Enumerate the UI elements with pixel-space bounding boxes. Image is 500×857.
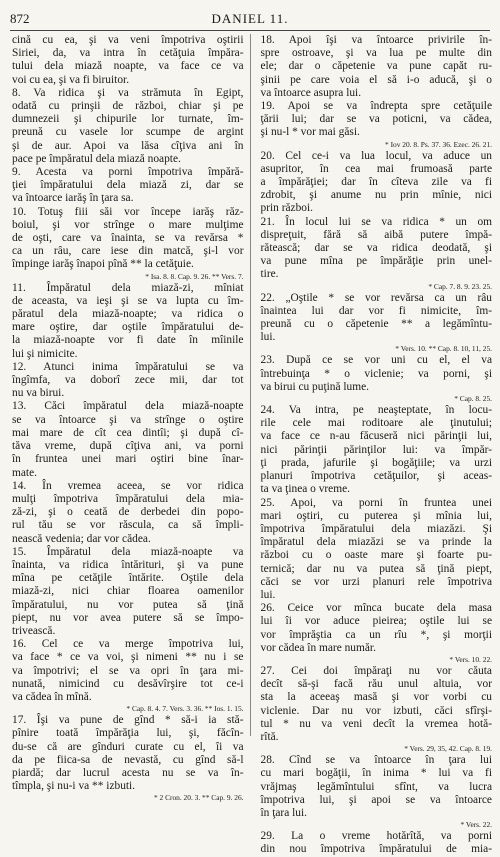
verse-text-line: 8. Va ridica şi va strămuta în Egipt, — [12, 86, 244, 99]
verse-text-line: rîtă. — [260, 730, 279, 743]
left-column — [12, 34, 251, 803]
verse-text-line: 10. Totuş fiii săi vor începe iarăş răz- — [12, 205, 244, 218]
verse-text-line: împotriva lui, şi apoi se va întoarce — [260, 793, 492, 806]
verse-text-line: 9. Acesta va porni împotriva împără- — [12, 166, 244, 179]
verse-text-line: rile cele mai roditoare ale ţinutului; — [260, 417, 492, 430]
verse-text-line: 20. Cel ce-i va lua locul, va aduce un — [260, 149, 492, 162]
verse-text-line: 18. Apoi îşi va întoarce privirile în- — [260, 34, 492, 46]
verse-text-line: va întoarce iarăş în ţara sa. — [12, 192, 134, 205]
verse-text-line: la miază-noapte vor fi date în mîinile — [12, 334, 244, 347]
verse-text-line: ţi prada, jafurile şi bogăţiile; va urzi — [260, 456, 492, 469]
verse-text-line: înainta, va ridica întărituri, şi va pune — [12, 558, 244, 571]
cross-reference: * Vers. 10. ** Cap. 8. 10, 11, 25. — [395, 344, 492, 354]
verse-text-line: dispreţuit, fără să aibă putere împă- — [260, 228, 492, 241]
verse-text-line: căci se vor urzi planuri rele împotriva — [260, 575, 492, 588]
verse-text-line: ele; dar o căpetenie va pune capăt ru- — [260, 60, 492, 73]
running-title: DANIEL 11. — [211, 11, 289, 26]
cross-reference: * Cap. 8. 4. 7. Vers. 3. 36. ** Ios. 1. 15. — [126, 704, 244, 714]
verse-text-line: tului dela miază noapte, va face ce va — [12, 60, 244, 73]
verse-text-line: pînire toată împărăţia lui, şi, făcîn- — [12, 727, 244, 740]
verse-text-line: tire. — [260, 268, 279, 281]
verse-text-line: mate. — [12, 466, 37, 479]
cross-reference: * Cap. 8. 25. — [454, 394, 492, 404]
verse-text-line: preună cu o căpetenie ** a legămîntu- — [260, 318, 492, 331]
verse-text-line: dumnezeii şi chipurile lor turnate, îm- — [12, 113, 244, 126]
verse-text-line: va împotrivi; el se va opri în ţara mi- — [12, 664, 244, 677]
verse-text-line: înaintea lui dar vor fi nimicite, îm- — [260, 304, 492, 317]
cross-reference: * Isa. 8. 8. Cap. 9. 26. ** Vers. 7. — [145, 271, 244, 281]
verse-text-line: tîmpla, şi nu-i va ** izbuti. — [12, 780, 136, 793]
verse-text-line: vor împrăştia ca un rîu *, şi morţii — [260, 628, 492, 641]
verse-text-line: odată cu prinşii de război, chiar şi pe — [12, 100, 244, 113]
verse-text-line: împăratul dela miazăzi se va prinde la — [260, 536, 492, 549]
verse-text-line: în ţara lui. — [260, 806, 307, 819]
verse-text-line: se va întoarce şi va strînge o oştire — [12, 413, 244, 426]
verse-text-line: lui. — [260, 588, 276, 601]
verse-text-line: nici părinţii părinţilor lui: va împăr- — [260, 443, 492, 456]
verse-text-line: 13. Căci împăratul dela miază-noapte — [12, 400, 244, 413]
verse-text-line: voi cu ea, şi va fi biruitor. — [12, 73, 130, 86]
verse-text-line: sta la aceeaş masă şi vor vorbi cu — [260, 691, 492, 704]
verse-text-line: preună cu vasele lor scumpe de argint — [12, 126, 244, 139]
cross-reference: * Vers. 10. 22. — [449, 654, 492, 664]
verse-text-line: în fruntea unei mari oştiri bine înar- — [12, 453, 244, 466]
verse-text-line: decît să-şi facă rău unul altuia, vor — [260, 678, 492, 691]
verse-text-line: împăratului, nu vor putea să ţină — [12, 598, 244, 611]
verse-text-line: şinii pe care voia el să i-o aducă, şi o — [260, 73, 492, 86]
verse-text-line: va pune mîna pe împărăţie prin unel- — [260, 255, 492, 268]
verse-text-line: mai mare de cît cea dintîi; şi după cî- — [12, 426, 244, 439]
verse-text-line: cină cu ea, şi va veni împotriva oştirii — [12, 34, 244, 46]
verse-text-line: va birui cu puţină lume. — [260, 380, 370, 393]
verse-text-line: ză-zi, şi o ceată de derbedei din popo- — [12, 506, 244, 519]
verse-text-line: ţării lui; dar se va poticni, va cădea, — [260, 113, 492, 126]
verse-text-line: lui şi nimicite. — [12, 347, 78, 360]
verse-text-line: 23. După ce se vor uni cu el, el va — [260, 354, 492, 367]
verse-text-line: împinge iarăş înapoi pînă ** la cetăţuie. — [12, 258, 194, 271]
cross-reference: * Cap. 7. 8. 9. 23. 25. — [428, 281, 492, 291]
verse-text-line: rătească; dar se va ridica deodată, şi — [260, 242, 492, 255]
verse-text-line: vor cădea în mare număr. — [260, 641, 376, 654]
verse-text-line: 27. Cei doi împăraţi nu vor căuta — [260, 664, 492, 677]
verse-text-line: 24. Va intra, pe neaşteptate, în locu- — [260, 404, 492, 417]
verse-text-line: piardă; dar lucrul acesta nu se va în- — [12, 766, 244, 779]
verse-text-line: piept, nu vor avea putere să se împo- — [12, 611, 244, 624]
verse-text-line: a împărăţiei; dar în cîteva zile va fi — [260, 176, 492, 189]
verse-text-line: lui. — [260, 331, 276, 344]
verse-text-line: va cădea în mînă. — [12, 690, 92, 703]
verse-text-line: asupritor, în cea mai frumoasă parte — [260, 162, 492, 175]
verse-text-line: 21. În locul lui se va ridica * un om — [260, 215, 492, 228]
verse-text-line: miază-zi, nici chiar floarea oamenilor — [12, 585, 244, 598]
verse-text-line: din nou împotriva împăratului de mia- — [260, 843, 492, 856]
verse-text-line: nunată, nimicind cu desăvîrşire tot ce-i — [12, 677, 244, 690]
verse-text-line: spre ostroave, şi va lua pe multe din — [260, 47, 492, 60]
verse-text-line: va întoarce asupra lui. — [260, 86, 362, 99]
verse-text-line: mîna pe cetăţile întărite. Oştile dela — [12, 572, 244, 585]
verse-text-line: 19. Apoi se va îndrepta spre cetăţuile — [260, 100, 492, 113]
verse-text-line: ca un râu, care iese din matcă, şi-l vor — [12, 245, 244, 258]
verse-text-line: lui îi vor aduce pieirea; oştile lui se — [260, 615, 492, 628]
verse-text-line: şi nu-l * vor mai găsi. — [260, 126, 360, 139]
verse-text-line: 25. Apoi, va porni în fruntea unei — [260, 496, 492, 509]
verse-text-line: împotriva împăratului dela miazăzi. Şi — [260, 522, 492, 535]
verse-text-line: tul * nu va veni decît la vremea hotă- — [260, 717, 492, 730]
verse-text-line: tăva vreme, după cîţiva ani, va porni — [12, 440, 244, 453]
verse-text-line: va face ce n-au făcuseră nici părinţii lui, — [260, 430, 492, 443]
verse-text-line: du-se că are gînduri curate cu el, îi va — [12, 740, 244, 753]
cross-reference: * Iov 20. 8. Ps. 37. 36. Ezec. 26. 21. — [385, 139, 492, 149]
verse-text-line: boiul, şi vor strînge o mare mulţime — [12, 218, 244, 231]
verse-text-line: 11. Împăratul dela miază-zi, mîniat — [12, 281, 244, 294]
verse-text-line: cu mari bogăţii, în inima * lui va fi — [260, 767, 492, 780]
verse-text-line: Siriei, da, va intra în cetăţuia împăra- — [12, 47, 244, 60]
verse-text-line: trivească. — [12, 624, 56, 637]
verse-text-line: 28. Cînd se va întoarce în ţara lui — [260, 754, 492, 767]
verse-text-line: mari oştiri, cu puterea şi mînia lui, — [260, 509, 492, 522]
right-column — [260, 34, 493, 856]
verse-text-line: prin război. — [260, 202, 314, 215]
verse-text-line: vrăjmaş legămîntului sfînt, va lucra — [260, 780, 492, 793]
verse-text-line: 15. Împăratul dela miază-noapte va — [12, 545, 244, 558]
verse-text-line: 14. În vremea aceea, se vor ridica — [12, 479, 244, 492]
verse-text-line: de aceasta, va ieşi şi se va lupta cu îm- — [12, 294, 244, 307]
verse-text-line: 26. Ceice vor mînca bucate dela masa — [260, 602, 492, 615]
verse-text-line: şi de aur. Apoi va lăsa cîţiva ani în — [12, 139, 244, 152]
verse-text-line: ta va ţinea o vreme. — [260, 483, 351, 496]
verse-text-line: 16. Cel ce va merge împotriva lui, — [12, 638, 244, 651]
page-header — [10, 8, 490, 31]
page-number: 872 — [10, 11, 30, 26]
verse-text-line: nu va birui. — [12, 387, 65, 400]
verse-text-line: planuri împotriva cetăţuilor, şi aceas- — [260, 470, 492, 483]
cross-reference: * Vers. 22. — [460, 820, 492, 830]
verse-text-line: mulţi împotriva împăratului dela mia- — [12, 492, 244, 505]
verse-text-line: pace pe împăratul dela miază noapte. — [12, 152, 181, 165]
verse-text-line: ternică; dar nu va putea să ţină piept, — [260, 562, 492, 575]
cross-reference: * Vers. 29, 35, 42. Cap. 8. 19. — [404, 744, 492, 754]
verse-text-line: zdrobit, şi anume nu prin mînie, nici — [260, 189, 492, 202]
verse-text-line: de oşti, care va înainta, se va revărsa * — [12, 232, 244, 245]
verse-text-line: viclenie. Dar nu vor izbuti, căci sfîrşi- — [260, 704, 492, 717]
text-columns — [12, 34, 492, 856]
verse-text-line: va face * ce va voi, şi nimeni ** nu i se — [12, 651, 244, 664]
verse-text-line: îngîmfa, va doborî zece mii, dar tot — [12, 374, 244, 387]
verse-text-line: întrebuinţa * o viclenie; va porni, şi — [260, 367, 492, 380]
cross-reference: * 2 Cron. 20. 3. ** Cap. 9. 26. — [153, 793, 244, 803]
verse-text-line: nească vedenia; dar vor cădea. — [12, 532, 151, 545]
verse-text-line: război cu o oaste mare şi foarte pu- — [260, 549, 492, 562]
verse-text-line: păratul dela miază-noapte; va ridica o — [12, 308, 244, 321]
verse-text-line: 12. Atunci inima împăratului se va — [12, 360, 244, 373]
verse-text-line: 22. „Oştile * se vor revărsa ca un râu — [260, 291, 492, 304]
verse-text-line: 17. Îşi va pune de gînd * să-i ia stă- — [12, 714, 244, 727]
verse-text-line: ţiei împăratului dela miază zi, dar se — [12, 179, 244, 192]
verse-text-line: mare oştire, dar oştile împăratului de- — [12, 321, 244, 334]
verse-text-line: rul tău se vor răscula, ca să împli- — [12, 519, 244, 532]
verse-text-line: da pe fiica-sa de nevastă, cu gînd să-l — [12, 753, 244, 766]
verse-text-line: 29. La o vreme hotărîtă, va porni — [260, 830, 492, 843]
